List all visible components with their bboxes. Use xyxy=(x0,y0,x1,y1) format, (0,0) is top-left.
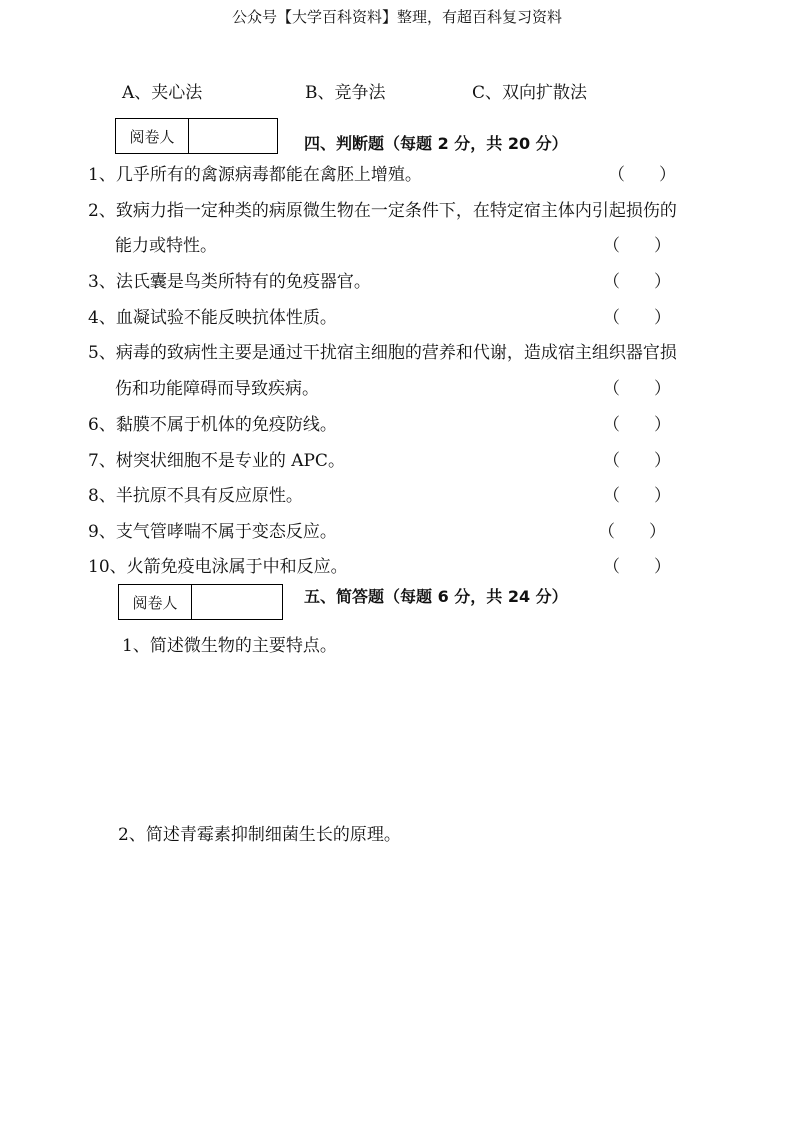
answer-paren-9[interactable]: （ ） xyxy=(598,522,666,542)
answer-paren-7[interactable]: （ ） xyxy=(603,451,671,471)
grader-score-field[interactable] xyxy=(189,119,277,153)
tf-question-6: 6、黏膜不属于机体的免疫防线。 xyxy=(88,415,337,435)
answer-paren-8[interactable]: （ ） xyxy=(603,486,671,506)
tf-question-9: 9、支气管哮喘不属于变态反应。 xyxy=(88,522,337,542)
grader-label: 阅卷人 xyxy=(116,119,189,153)
tf-question-7: 7、树突状细胞不是专业的 APC。 xyxy=(88,451,345,471)
tf-question-5: 5、病毒的致病性主要是通过干扰宿主细胞的营养和代谢，造成宿主组织器官损 xyxy=(88,343,677,363)
section4-title: 四、判断题（每题 2 分，共 20 分） xyxy=(304,134,568,153)
answer-paren-6[interactable]: （ ） xyxy=(603,415,671,435)
answer-paren-1[interactable]: （ ） xyxy=(608,165,676,185)
answer-paren-10[interactable]: （ ） xyxy=(603,557,671,577)
tf-question-4: 4、血凝试验不能反映抗体性质。 xyxy=(88,308,337,328)
tf-question-3: 3、法氏囊是鸟类所特有的免疫器官。 xyxy=(88,272,371,292)
option-a: A、夹心法 xyxy=(122,83,203,103)
tf-question-5-cont: 伤和功能障碍而导致疾病。 xyxy=(115,379,319,399)
answer-paren-4[interactable]: （ ） xyxy=(603,308,671,328)
grader-box-section4 xyxy=(115,118,278,154)
grader-score-field[interactable] xyxy=(192,585,282,619)
tf-question-10: 10、火箭免疫电泳属于中和反应。 xyxy=(88,557,348,577)
tf-question-2-cont: 能力或特性。 xyxy=(115,236,217,256)
grader-box-section5 xyxy=(118,584,283,620)
option-b: B、竞争法 xyxy=(305,83,386,103)
page-header: 公众号【大学百科资料】整理，有超百科复习资料 xyxy=(231,8,562,26)
section5-title: 五、简答题（每题 6 分，共 24 分） xyxy=(304,587,568,606)
answer-paren-5[interactable]: （ ） xyxy=(603,379,671,399)
answer-paren-2[interactable]: （ ） xyxy=(603,236,671,256)
tf-question-8: 8、半抗原不具有反应原性。 xyxy=(88,486,303,506)
answer-paren-3[interactable]: （ ） xyxy=(603,272,671,292)
tf-question-2: 2、致病力指一定种类的病原微生物在一定条件下，在特定宿主体内引起损伤的 xyxy=(88,201,677,221)
tf-question-1: 1、几乎所有的禽源病毒都能在禽胚上增殖。 xyxy=(88,165,422,185)
answer-area-1[interactable] xyxy=(115,660,715,810)
answer-area-2[interactable] xyxy=(115,850,715,1090)
short-question-2: 2、简述青霉素抑制细菌生长的原理。 xyxy=(118,825,401,845)
short-question-1: 1、简述微生物的主要特点。 xyxy=(122,636,337,656)
grader-label: 阅卷人 xyxy=(119,585,192,619)
option-c: C、双向扩散法 xyxy=(472,83,588,103)
